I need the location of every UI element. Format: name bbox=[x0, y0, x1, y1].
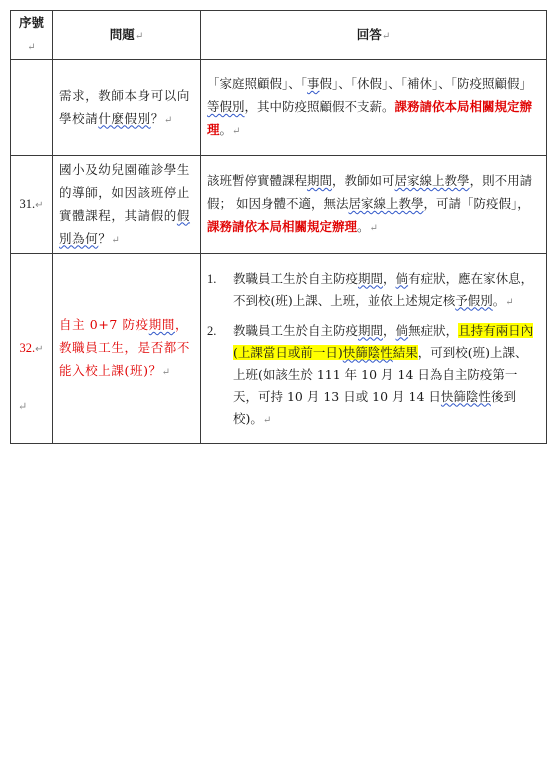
row-question: 國小及幼兒園確診學生的導師，如因該班停止實體課程，其請假的假別為何？↵ bbox=[53, 156, 201, 254]
text-run: 結果 bbox=[392, 344, 418, 360]
text-run: ，其中防疫照顧假不支薪。 bbox=[244, 99, 395, 114]
text-run: ，可請「防疫假」， bbox=[423, 196, 530, 211]
text-run: 期間 bbox=[307, 173, 333, 188]
text-run: 倘 bbox=[395, 270, 409, 286]
text-run: 等假別 bbox=[207, 99, 245, 114]
row-number bbox=[11, 60, 53, 156]
table-row bbox=[11, 60, 547, 156]
text-run: 事 bbox=[307, 76, 320, 91]
text-run: ， bbox=[383, 270, 396, 286]
header-answer: 回答↵ bbox=[201, 11, 547, 60]
row-question: 需求，教師本身可以向學校請什麼假別？↵ bbox=[53, 60, 201, 156]
text-run: 假別為何 bbox=[59, 207, 191, 246]
faq-table bbox=[10, 10, 547, 444]
text-run: 快篩陰性 bbox=[440, 388, 491, 404]
answer-list bbox=[207, 268, 540, 432]
text-run: 期間 bbox=[358, 322, 384, 338]
text-run: ？ bbox=[150, 110, 164, 126]
text-run: 後到校)。 bbox=[233, 388, 516, 426]
text-run: ，可到校(班)上課、上班(如該生於 111 年 10 月 14 日為自主防疫第一天，可持 10 月 13 日或 10 月 14 日 bbox=[233, 344, 528, 404]
text-run: 期間 bbox=[148, 317, 175, 332]
row-question: 自主 0+7 防疫期間，教職員工生，是否都不能入校上課(班)？↵ bbox=[53, 254, 201, 444]
text-run: ，教師如可 bbox=[332, 173, 395, 188]
text-run: 假」、「休假」、「補休」、「防疫照顧假」 bbox=[319, 76, 533, 91]
text-run: 倘 bbox=[395, 322, 409, 338]
text-run: 予假別 bbox=[455, 292, 493, 308]
text-run: 該班暫停實體課程 bbox=[207, 173, 308, 188]
text-run: 國小及幼兒園確診學生的導師，如因該班停止實體課程，其請假的 bbox=[59, 161, 191, 223]
text-run: 居家線上教學 bbox=[394, 173, 470, 188]
text-run: 教職員工生於自主防疫 bbox=[233, 322, 359, 338]
row-number: 31.↵ bbox=[11, 156, 53, 254]
text-run: 。 bbox=[357, 219, 370, 234]
row-answer: 「家庭照顧假」、「事假」、「休假」、「補休」、「防疫照顧假」等假別，其中防疫照顧假不支薪。課務請依本局相關規定辦理。↵ bbox=[201, 60, 547, 156]
text-run: ， bbox=[383, 322, 396, 338]
text-run: ，則不用請假； 如因身體不適，無法 bbox=[207, 173, 533, 211]
text-run: 自主 0+7 防疫 bbox=[59, 317, 149, 332]
text-run: ，教職員工生，是否都不能入校上課(班)？ bbox=[59, 317, 191, 378]
text-run: 有症狀，應在家休息，不到校(班)上課、上班，並依上述規定核 bbox=[233, 270, 534, 308]
table-row bbox=[11, 156, 547, 254]
row-answer bbox=[201, 254, 547, 444]
text-run: 。 bbox=[219, 122, 233, 137]
text-run: 什麼假別 bbox=[98, 110, 151, 126]
table-row bbox=[11, 254, 547, 444]
paragraph-mark: ↵ bbox=[18, 400, 28, 413]
table-header-row bbox=[11, 11, 547, 60]
text-run: 。 bbox=[492, 292, 506, 308]
text-run: 且持有兩日內(上課當日或前一日) bbox=[233, 322, 534, 360]
text-run: 期間 bbox=[358, 270, 384, 286]
text-run: ？ bbox=[98, 230, 112, 246]
text-run: 快篩陰性 bbox=[342, 344, 393, 360]
text-run: 居家線上教學 bbox=[348, 196, 424, 211]
text-run: 「家庭照顧假」、「 bbox=[207, 76, 308, 91]
row-answer: 該班暫停實體課程期間，教師如可居家線上教學，則不用請假； 如因身體不適，無法居家線上教學，可請「防疫假」，課務請依本局相關規定辦理。↵ bbox=[201, 156, 547, 254]
row-number: 32.↵ bbox=[11, 254, 53, 444]
header-question: 問題↵ bbox=[53, 11, 201, 60]
text-run: 教職員工生於自主防疫 bbox=[233, 270, 359, 286]
text-run: 需求，教師本身可以向學校請 bbox=[59, 87, 191, 126]
text-run: 無症狀， bbox=[408, 322, 459, 338]
answer-item: 1. 教職員工生於自主防疫期間，倘有症狀，應在家休息，不到校(班)上課、上班，並依上述規定核予假別。↵ bbox=[207, 270, 534, 308]
text-run: 課務請依本局相關規定辦理 bbox=[207, 219, 358, 234]
text-run: 課務請依本局相關規定辦理 bbox=[207, 99, 533, 137]
answer-item: 2. 教職員工生於自主防疫期間，倘無症狀，且持有兩日內(上課當日或前一日)快篩陰性結果，可到校(班)上課、上班(如該生於 111 年 10 月 14 日為自主防疫第一天，可持 10 月 13 日或 10 月 14 日快篩陰性後到校)。↵ bbox=[207, 322, 534, 426]
header-number: 序號↵ bbox=[11, 11, 53, 60]
